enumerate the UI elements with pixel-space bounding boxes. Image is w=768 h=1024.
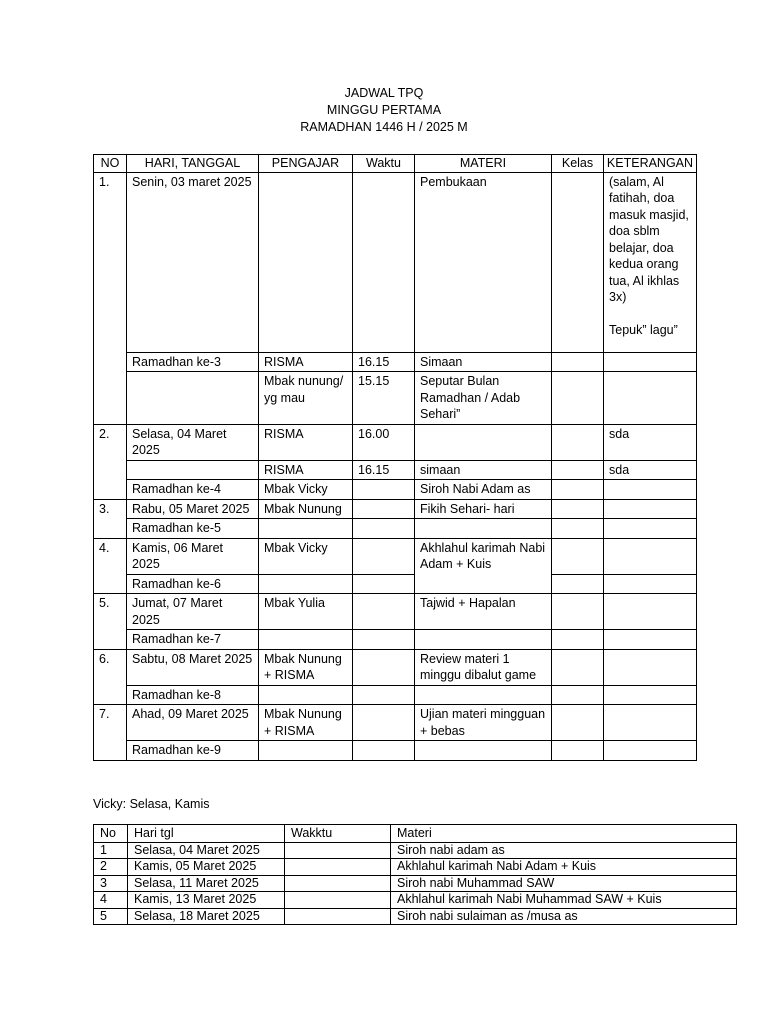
cell-keterangan [604, 594, 697, 630]
cell-waktu [353, 741, 415, 761]
cell-materi: Akhlahul karimah Nabi Muhammad SAW + Kuis [391, 892, 737, 909]
cell-waktu: 15.15 [353, 372, 415, 425]
cell-kelas [552, 480, 604, 500]
cell-materi: Siroh Nabi Adam as [415, 480, 552, 500]
cell-materi: Review materi 1 minggu dibalut game [415, 649, 552, 685]
cell-keterangan: sda [604, 460, 697, 480]
table-row [94, 685, 697, 705]
cell-keterangan [604, 741, 697, 761]
table-header-row [94, 155, 697, 173]
table-row [94, 875, 737, 892]
cell-keterangan [604, 538, 697, 574]
cell-no: 5 [94, 908, 128, 925]
cell-hari: Selasa, 04 Maret 2025 [128, 842, 285, 859]
cell-waktu [353, 649, 415, 685]
cell-kelas [552, 172, 604, 352]
cell-hari: Ramadhan ke-6 [127, 574, 259, 594]
table-row [94, 480, 697, 500]
cell-waktu [285, 892, 391, 909]
cell-hari: Kamis, 13 Maret 2025 [128, 892, 285, 909]
table-row [94, 519, 697, 539]
cell-pengajar: RISMA [259, 424, 353, 460]
header-pengajar: PENGAJAR [259, 155, 353, 173]
cell-kelas [552, 499, 604, 519]
cell-materi: simaan [415, 460, 552, 480]
cell-pengajar: Mbak Nunung + RISMA [259, 649, 353, 685]
cell-hari: Ramadhan ke-3 [127, 352, 259, 372]
cell-keterangan [604, 352, 697, 372]
cell-materi [415, 685, 552, 705]
table-header-row [94, 825, 737, 843]
cell-materi: Simaan [415, 352, 552, 372]
cell-hari: Ramadhan ke-5 [127, 519, 259, 539]
cell-no: 2 [94, 859, 128, 876]
keterangan-text-2: Tepuk” lagu” [609, 322, 678, 337]
cell-keterangan [604, 480, 697, 500]
cell-waktu: 16.15 [353, 460, 415, 480]
header-materi: Materi [391, 825, 737, 843]
cell-materi: Pembukaan [415, 172, 552, 352]
cell-materi: Akhlahul karimah Nabi Adam + Kuis [415, 538, 552, 594]
cell-materi: Siroh nabi Muhammad SAW [391, 875, 737, 892]
cell-keterangan [604, 574, 697, 594]
cell-hari: Ramadhan ke-4 [127, 480, 259, 500]
cell-pengajar: Mbak Nunung + RISMA [259, 705, 353, 741]
cell-keterangan [604, 519, 697, 539]
cell-hari: Selasa, 04 Maret 2025 [127, 424, 259, 460]
cell-hari: Ahad, 09 Maret 2025 [127, 705, 259, 741]
cell-keterangan [604, 705, 697, 741]
cell-materi: Akhlahul karimah Nabi Adam + Kuis [391, 859, 737, 876]
cell-no: 6. [94, 649, 127, 705]
cell-pengajar: Mbak nunung/ yg mau [259, 372, 353, 425]
cell-keterangan [604, 630, 697, 650]
cell-waktu [353, 480, 415, 500]
table-row [94, 574, 697, 594]
table-row [94, 352, 697, 372]
cell-waktu [353, 705, 415, 741]
cell-pengajar: RISMA [259, 352, 353, 372]
cell-materi: Siroh nabi adam as [391, 842, 737, 859]
cell-no: 1. [94, 172, 127, 424]
cell-pengajar [259, 574, 353, 594]
table-row [94, 908, 737, 925]
cell-materi [415, 630, 552, 650]
cell-waktu: 16.00 [353, 424, 415, 460]
cell-pengajar: Mbak Nunung [259, 499, 353, 519]
header-hari-tanggal: HARI, TANGGAL [127, 155, 259, 173]
cell-pengajar: Mbak Yulia [259, 594, 353, 630]
title-line-1: JADWAL TPQ [344, 86, 424, 100]
cell-pengajar [259, 630, 353, 650]
table-row [94, 460, 697, 480]
table-row [94, 741, 697, 761]
table-row [94, 499, 697, 519]
header-no: No [94, 825, 128, 843]
cell-kelas [552, 594, 604, 630]
cell-hari: Selasa, 11 Maret 2025 [128, 875, 285, 892]
cell-no: 5. [94, 594, 127, 650]
cell-materi: Tajwid + Hapalan [415, 594, 552, 630]
cell-materi [415, 741, 552, 761]
table-row [94, 594, 697, 630]
document-title [0, 85, 768, 136]
cell-kelas [552, 372, 604, 425]
table-row [94, 630, 697, 650]
cell-waktu [353, 685, 415, 705]
cell-hari [127, 372, 259, 425]
cell-waktu [353, 519, 415, 539]
cell-waktu [353, 538, 415, 574]
cell-no: 1 [94, 842, 128, 859]
cell-keterangan: sda [604, 424, 697, 460]
cell-hari: Kamis, 06 Maret 2025 [127, 538, 259, 574]
cell-kelas [552, 685, 604, 705]
table-row [94, 172, 697, 352]
table-row [94, 705, 697, 741]
cell-materi [415, 519, 552, 539]
cell-waktu [353, 172, 415, 352]
cell-no: 4 [94, 892, 128, 909]
cell-hari: Selasa, 18 Maret 2025 [128, 908, 285, 925]
cell-waktu [285, 842, 391, 859]
cell-materi: Ujian materi mingguan + bebas [415, 705, 552, 741]
table-row [94, 649, 697, 685]
title-line-3: RAMADHAN 1446 H / 2025 M [300, 120, 468, 134]
vicky-schedule-table [93, 824, 737, 925]
cell-pengajar [259, 685, 353, 705]
cell-no: 2. [94, 424, 127, 499]
table-row [94, 538, 697, 574]
cell-kelas [552, 630, 604, 650]
cell-pengajar [259, 519, 353, 539]
cell-kelas [552, 352, 604, 372]
header-kelas: Kelas [552, 155, 604, 173]
cell-hari: Senin, 03 maret 2025 [127, 172, 259, 352]
cell-kelas [552, 460, 604, 480]
cell-kelas [552, 741, 604, 761]
cell-no: 3 [94, 875, 128, 892]
cell-hari: Jumat, 07 Maret 2025 [127, 594, 259, 630]
cell-waktu [353, 499, 415, 519]
cell-keterangan [604, 685, 697, 705]
table-row [94, 424, 697, 460]
header-waktu: Wakktu [285, 825, 391, 843]
cell-keterangan [604, 649, 697, 685]
cell-hari: Sabtu, 08 Maret 2025 [127, 649, 259, 685]
table-row [94, 892, 737, 909]
cell-pengajar [259, 172, 353, 352]
cell-pengajar: RISMA [259, 460, 353, 480]
cell-hari: Ramadhan ke-7 [127, 630, 259, 650]
cell-materi: Seputar Bulan Ramadhan / Adab Sehari” [415, 372, 552, 425]
cell-waktu: 16.15 [353, 352, 415, 372]
schedule-table [93, 154, 697, 761]
cell-pengajar: Mbak Vicky [259, 538, 353, 574]
cell-kelas [552, 705, 604, 741]
cell-materi: Fikih Sehari- hari [415, 499, 552, 519]
title-line-2: MINGGU PERTAMA [326, 103, 442, 117]
cell-kelas [552, 649, 604, 685]
header-materi: MATERI [415, 155, 552, 173]
cell-waktu [353, 594, 415, 630]
cell-keterangan [604, 172, 697, 352]
header-keterangan: KETERANGAN [604, 155, 697, 173]
keterangan-text: (salam, Al fatihah, doa masuk masjid, doa sblm belajar, doa kedua orang tua, Al ikhlas 3x) [609, 174, 689, 304]
cell-pengajar: Mbak Vicky [259, 480, 353, 500]
header-hari-tgl: Hari tgl [128, 825, 285, 843]
cell-hari: Ramadhan ke-9 [127, 741, 259, 761]
cell-kelas [552, 538, 604, 574]
cell-kelas [552, 519, 604, 539]
teacher-note: Vicky: Selasa, Kamis [93, 797, 210, 811]
cell-materi: Siroh nabi sulaiman as /musa as [391, 908, 737, 925]
cell-no: 7. [94, 705, 127, 761]
cell-hari: Kamis, 05 Maret 2025 [128, 859, 285, 876]
cell-no: 4. [94, 538, 127, 594]
cell-waktu [353, 574, 415, 594]
cell-keterangan [604, 499, 697, 519]
cell-materi [415, 424, 552, 460]
cell-waktu [353, 630, 415, 650]
cell-hari: Rabu, 05 Maret 2025 [127, 499, 259, 519]
table-row [94, 842, 737, 859]
cell-waktu [285, 908, 391, 925]
table-row [94, 372, 697, 425]
cell-hari [127, 460, 259, 480]
table-row [94, 859, 737, 876]
cell-keterangan [604, 372, 697, 425]
cell-hari: Ramadhan ke-8 [127, 685, 259, 705]
header-no: NO [94, 155, 127, 173]
cell-waktu [285, 859, 391, 876]
cell-kelas [552, 424, 604, 460]
cell-no: 3. [94, 499, 127, 538]
cell-kelas [552, 574, 604, 594]
cell-pengajar [259, 741, 353, 761]
cell-waktu [285, 875, 391, 892]
header-waktu: Waktu [353, 155, 415, 173]
